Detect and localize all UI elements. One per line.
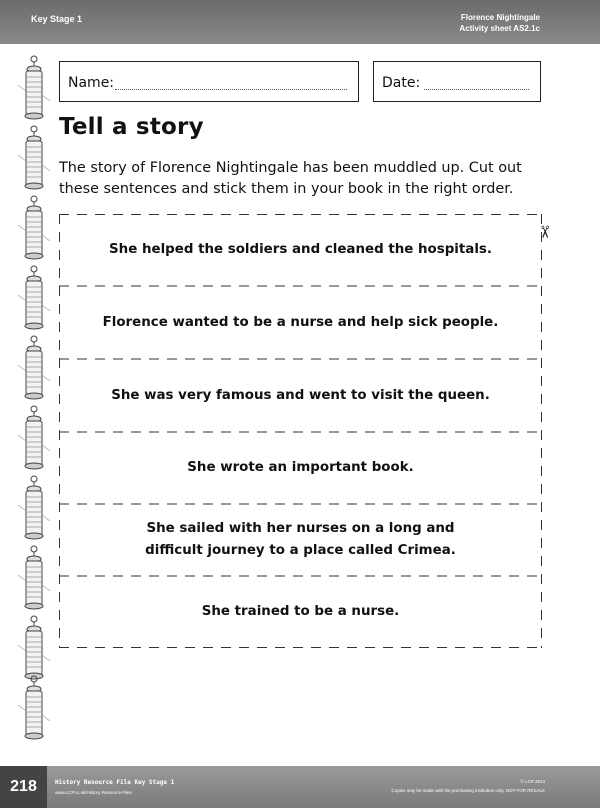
sentence-text: Florence wanted to be a nurse and help sick people. <box>102 314 499 330</box>
name-label: Name: <box>68 75 115 91</box>
topic-label: Florence Nightingale <box>460 13 540 22</box>
date-label: Date: <box>382 75 421 91</box>
sentence-text: She trained to be a nurse. <box>201 604 400 619</box>
footer-bar <box>0 766 600 808</box>
sentence-text: She wrote an important book. <box>187 460 414 475</box>
sentence-strip[interactable] <box>59 504 542 576</box>
oil-lamp-icon <box>14 55 54 745</box>
scissors-icon: ✂ <box>534 224 555 240</box>
sentence-strip[interactable] <box>59 359 542 432</box>
series-title: History Resource File Key Stage 1 <box>55 779 175 786</box>
sentence-strip[interactable] <box>59 286 542 359</box>
date-line <box>424 89 529 90</box>
cut-out-area <box>59 214 542 648</box>
instructions: The story of Florence Nightingale has been muddled up. Cut out these sentences and stick them in your book in the right order. <box>59 160 522 197</box>
sheet-info <box>459 12 540 34</box>
sentence-text: She helped the soldiers and cleaned the hospitals. <box>109 242 492 257</box>
series-url: www.LCPco.uk/History Resource Files <box>55 790 132 795</box>
copyright: © LCP 2014 <box>520 779 545 784</box>
date-field[interactable] <box>373 61 541 102</box>
sentence-strip[interactable] <box>59 576 542 648</box>
header-bar <box>0 0 600 44</box>
sentence-text: She was very famous and went to visit the queen. <box>111 387 490 403</box>
sheet-label: Activity sheet AS2.1c <box>459 24 540 33</box>
page-number: 218 <box>0 766 47 808</box>
name-line <box>115 89 347 90</box>
legal-notice: Copies may be made with the purchasing institution only. NOT FOR RESALE <box>391 788 545 793</box>
sentence-text-line2: difficult journey to a place called Crimea. <box>145 543 456 558</box>
page-title: Tell a story <box>59 114 204 140</box>
sentence-text: She sailed with her nurses on a long and <box>146 521 455 536</box>
sentence-strip[interactable] <box>59 214 542 286</box>
sentence-strip[interactable] <box>59 432 542 504</box>
key-stage-label: Key Stage 1 <box>31 14 83 24</box>
name-field[interactable] <box>59 61 359 102</box>
